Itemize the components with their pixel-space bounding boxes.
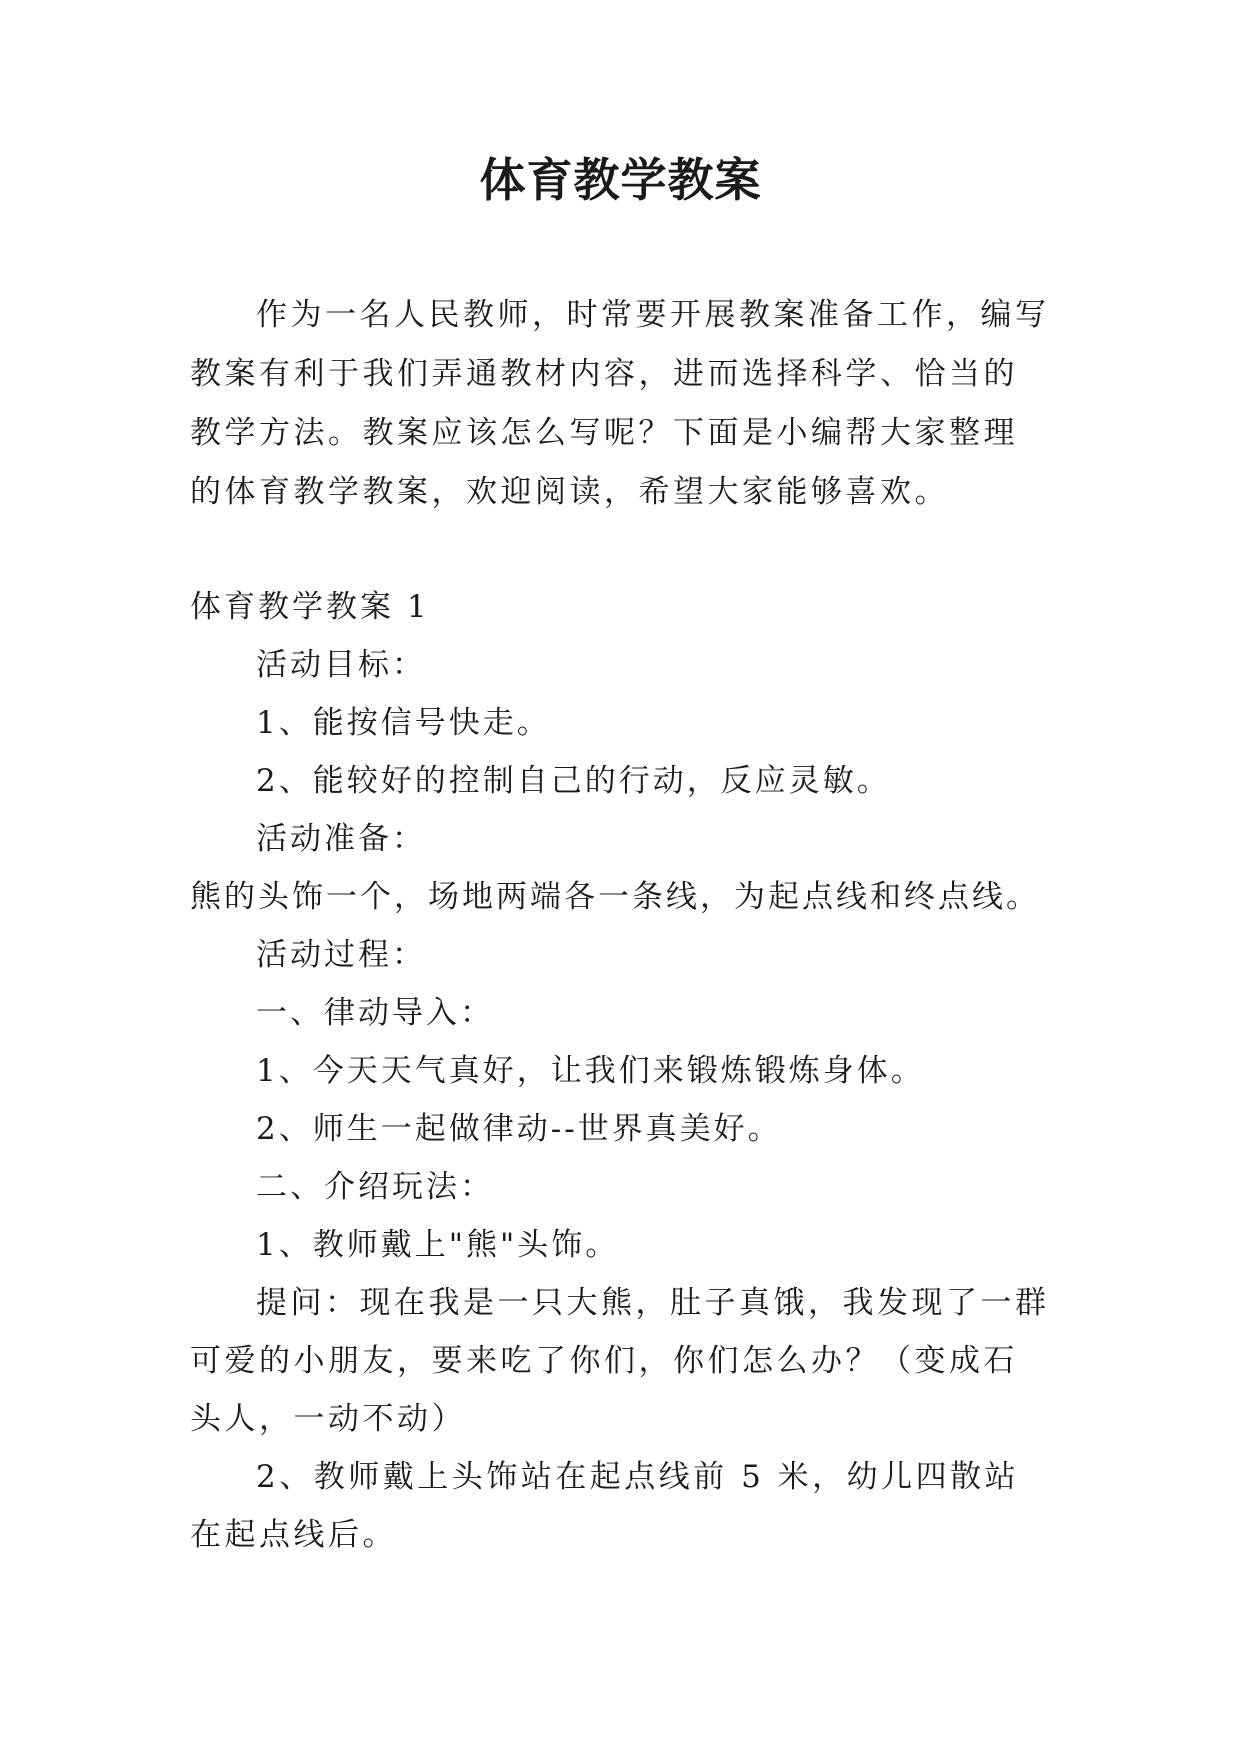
body-line: 2、师生一起做律动--世界真美好。 [256,1111,782,1147]
body-line: 1、教师戴上"熊"头饰。 [256,1227,620,1263]
document-title: 体育教学教案 [479,153,762,207]
section-heading: 体育教学教案 1 [190,589,430,625]
body-line: 一、律动导入： [256,995,494,1031]
step-paragraph: 2、教师戴上头饰站在起点线前 5 米，幼儿四散站在起点线后。 [190,1459,1020,1553]
body-line: 2、能较好的控制自己的行动，反应灵敏。 [256,763,891,799]
body-line: 活动目标： [256,647,426,683]
body-line: 活动准备： [256,821,426,857]
body-line: 活动过程： [256,937,426,973]
body-line: 二、介绍玩法： [256,1169,494,1205]
body-line: 1、能按信号快走。 [256,705,551,741]
intro-paragraph: 作为一名人民教师，时常要开展教案准备工作，编写教案有利于我们弄通教材内容，进而选择科学、恰当的教学方法。教案应该怎么写呢？下面是小编帮大家整理的体育教学教案，欢迎阅读，希望大家能够喜欢。 [190,297,1050,510]
body-line: 熊的头饰一个，场地两端各一条线，为起点线和终点线。 [190,879,1040,915]
body-line: 1、今天天气真好，让我们来锻炼锻炼身体。 [256,1053,925,1089]
question-paragraph: 提问：现在我是一只大熊，肚子真饿，我发现了一群可爱的小朋友，要来吃了你们，你们怎么办？（变成石头人，一动不动） [190,1285,1050,1437]
document-body [190,578,1052,1564]
